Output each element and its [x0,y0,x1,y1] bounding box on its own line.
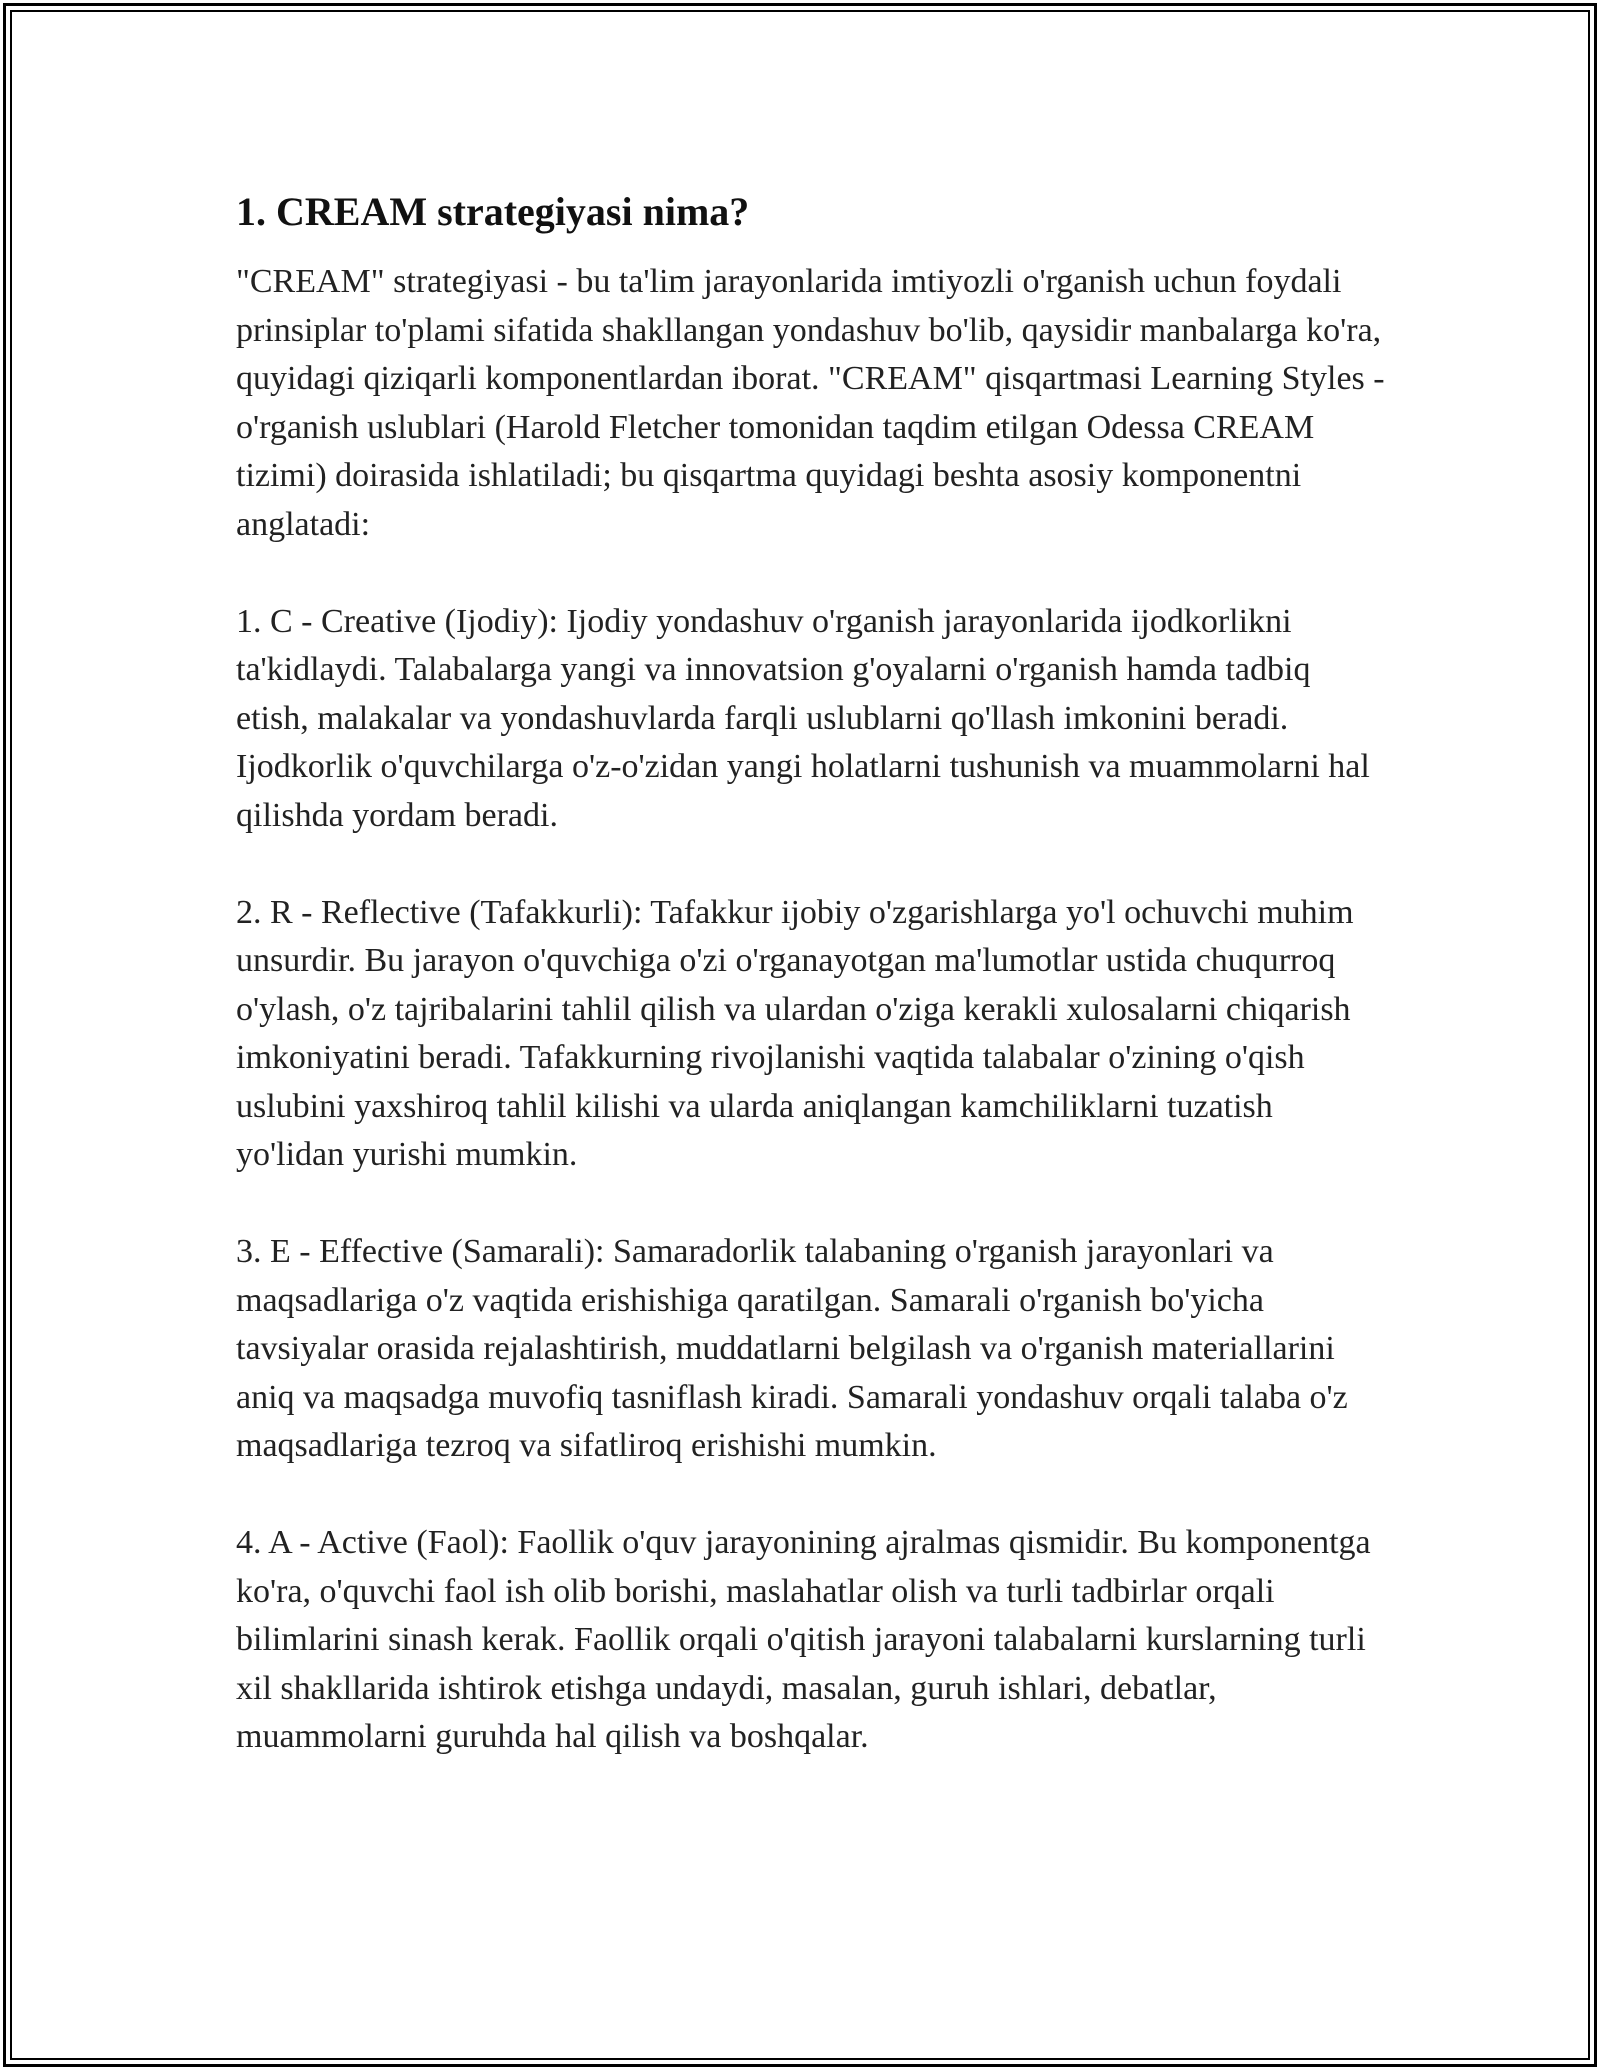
document-body [236,184,1386,1810]
effective-paragraph: 3. E - Effective (Samarali): Samaradorlik talabaning o'rganish jarayonlari va maqsadlariga o'z vaqtida erishishiga qaratilgan. Samarali o'rganish bo'yicha tavsiyalar orasida rejalashtirish, muddatlarni belgilash va o'rganish materiallarini aniq va maqsadga muvofiq tasniflash kiradi. Samarali yondashuv orqali talaba o'z maqsadlariga tezroq va sifatliroq erishishi mumkin. [236,1233,1348,1464]
section-heading: 1. CREAM strategiyasi nima? [236,189,750,234]
creative-paragraph: 1. C - Creative (Ijodiy): Ijodiy yondashuv o'rganish jarayonlarida ijodkorlikni ta'kidlaydi. Talabalarga yangi va innovatsion g'oyalarni o'rganish hamda tadbiq etish, malakalar va yondashuvlarda farqli uslublarni qo'llash imkonini beradi. Ijodkorlik o'quvchilarga o'z-o'zidan yangi holatlarni tushunish va muammolarni hal qilishda yordam beradi. [236,602,1370,834]
reflective-paragraph: 2. R - Reflective (Tafakkurli): Tafakkur ijobiy o'zgarishlarga yo'l ochuvchi muhim unsurdir. Bu jarayon o'quvchiga o'zi o'rganayotgan ma'lumotlar ustida chuqurroq o'ylash, o'z tajribalarini tahlil qilish va ulardan o'ziga kerakli xulosalarni chiqarish imkoniyatini beradi. Tafakkurning rivojlanishi vaqtida talabalar o'zining o'qish uslubini yaxshiroq tahlil kilishi va ularda aniqlangan kamchiliklarni tuzatish yo'lidan yurishi mumkin. [236,893,1354,1173]
active-paragraph: 4. A - Active (Faol): Faollik o'quv jarayonining ajralmas qismidir. Bu komponentga ko'ra, o'quvchi faol ish olib borishi, maslahatlar olish va turli tadbirlar orqali bilimlarini sinash kerak. Faollik orqali o'qitish jarayoni talabalarni kurslarning turli xil shakllarida ishtirok etishga undaydi, masalan, guruh ishlari, debatlar, muammolarni guruhda hal qilish va boshqalar. [236,1524,1371,1755]
intro-paragraph: "CREAM" strategiyasi - bu ta'lim jarayonlarida imtiyozli o'rganish uchun foydali prinsiplar to'plami sifatida shakllangan yondashuv bo'lib, qaysidir manbalarga ko'ra, quyidagi qiziqarli komponentlardan iborat. "CREAM" qisqartmasi Learning Styles - o'rganish uslublari (Harold Fletcher tomonidan taqdim etilgan Odessa CREAM tizimi) doirasida ishlatiladi; bu qisqartma quyidagi beshta asosiy komponentni anglatadi: [236,263,1385,543]
